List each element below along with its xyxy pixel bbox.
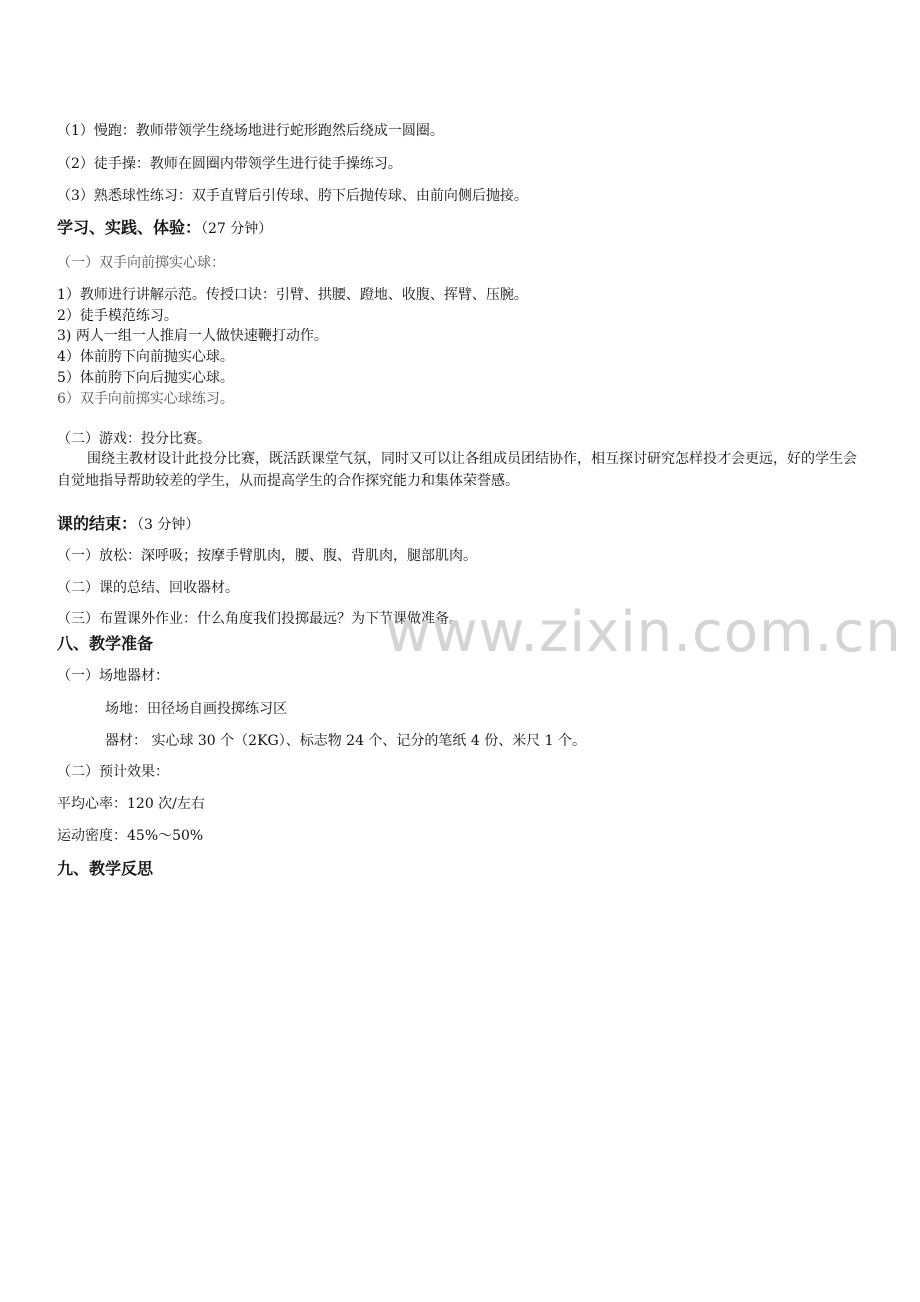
prep-venue: 场地：田径场自画投掷练习区 [105, 701, 287, 717]
practice-step-4: 4）体前胯下向前抛实心球。 [57, 349, 234, 365]
practice-heading-title: 学习、实践、体验： [57, 218, 202, 237]
ending-item-1: （一）放松：深呼吸；按摩手臂肌肉，腰、腹、背肌肉，腿部肌肉。 [57, 548, 477, 564]
warmup-item-3: （3）熟悉球性练习：双手直臂后引传球、胯下后抛传球、由前向侧后抛接。 [57, 188, 528, 204]
watermark: www.zixin.com.cn [385, 600, 902, 665]
practice-sub-2: （二）游戏：投分比赛。 [57, 431, 211, 447]
warmup-item-2: （2）徒手操：教师在圆圈内带领学生进行徒手操练习。 [57, 156, 402, 172]
game-description: 围绕主教材设计此投分比赛，既活跃课堂气氛，同时又可以让各组成员团结协作，相互探讨研究怎样投才会更远，好的学生会自觉地指导帮助较差的学生，从而提高学生的合作探究能力和集体荣誉感。 [57, 451, 857, 489]
practice-step-3: 3) 两人一组一人推肩一人做快速鞭打动作。 [57, 328, 328, 344]
prep-sub-2: （二）预计效果： [57, 764, 169, 780]
warmup-item-1: （1）慢跑：教师带领学生绕场地进行蛇形跑然后绕成一圆圈。 [57, 123, 444, 139]
practice-sub-1: （一）双手向前掷实心球： [57, 255, 225, 271]
prep-density: 运动密度：45%～50% [57, 828, 204, 844]
practice-time: （27 分钟） [201, 221, 273, 237]
ending-item-2: （二）课的总结、回收器材。 [57, 580, 239, 596]
ending-time: （3 分钟） [137, 517, 200, 533]
prep-heading: 八、教学准备 [57, 634, 154, 653]
practice-heading [57, 218, 880, 239]
ending-heading-title: 课的结束： [57, 514, 138, 533]
prep-heart-rate: 平均心率：120 次/左右 [57, 796, 205, 812]
practice-step-6: 6）双手向前掷实心球练习。 [57, 391, 234, 407]
reflection-heading: 九、教学反思 [57, 859, 154, 878]
practice-step-5: 5）体前胯下向后抛实心球。 [57, 370, 234, 386]
ending-item-3: （三）布置课外作业：什么角度我们投掷最远？为下节课做准备。 [57, 611, 463, 627]
practice-step-2: 2）徒手模范练习。 [57, 308, 178, 324]
practice-step-1: 1）教师进行讲解示范。传授口诀：引臂、拱腰、蹬地、收腹、挥臂、压腕。 [57, 287, 528, 303]
prep-sub-1: （一）场地器材： [57, 668, 169, 684]
prep-equipment: 器材： 实心球 30 个（2KG）、标志物 24 个、记分的笔纸 4 份、米尺 1 个。 [105, 733, 587, 749]
ending-heading [57, 514, 880, 535]
